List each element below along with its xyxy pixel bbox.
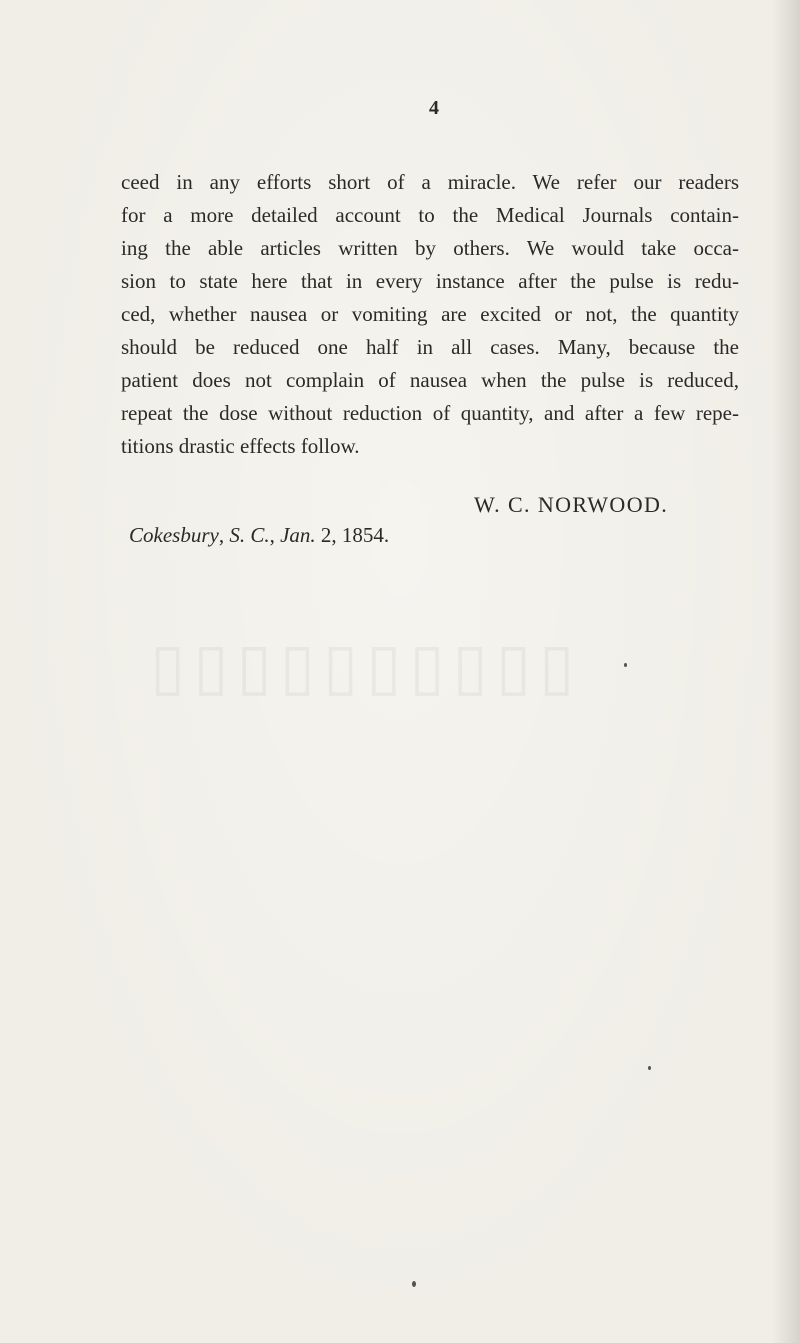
dateline-separator: , xyxy=(269,523,281,547)
author-signature: W. C. NORWOOD. xyxy=(474,492,669,517)
dateline-state: S. C. xyxy=(229,523,270,547)
paragraph-line: patient does not complain of nausea when the pulse is reduced, xyxy=(121,368,739,392)
show-through-ink: ▯▯▯▯▯▯▯▯▯▯ xyxy=(150,631,583,702)
dateline xyxy=(129,520,529,550)
paper-speck xyxy=(624,663,627,667)
paragraph-line: ing the able articles written by others. We would take occa- xyxy=(121,236,739,260)
page-number: 4 xyxy=(429,97,439,119)
paragraph-line: ceed in any efforts short of a miracle. We refer our readers xyxy=(121,170,739,194)
dateline-place: Cokesbury xyxy=(129,523,219,547)
dateline-day-year: 2, 1854. xyxy=(315,523,390,547)
page-edge-shadow xyxy=(772,0,800,1343)
paragraph-line: should be reduced one half in all cases. Many, because the xyxy=(121,335,739,359)
body-paragraph xyxy=(121,166,739,463)
paragraph-line: repeat the dose without reduction of quantity, and after a few repe- xyxy=(121,401,739,425)
paper-speck xyxy=(412,1281,416,1287)
dateline-month: Jan. xyxy=(280,523,316,547)
dateline-separator: , xyxy=(218,523,230,547)
paragraph-line: titions drastic effects follow. xyxy=(121,434,360,458)
paper-speck xyxy=(648,1066,651,1070)
paragraph-line: for a more detailed account to the Medical Journals contain- xyxy=(121,203,739,227)
paragraph-line: sion to state here that in every instance after the pulse is redu- xyxy=(121,269,739,293)
paragraph-line: ced, whether nausea or vomiting are excited or not, the quantity xyxy=(121,302,739,326)
